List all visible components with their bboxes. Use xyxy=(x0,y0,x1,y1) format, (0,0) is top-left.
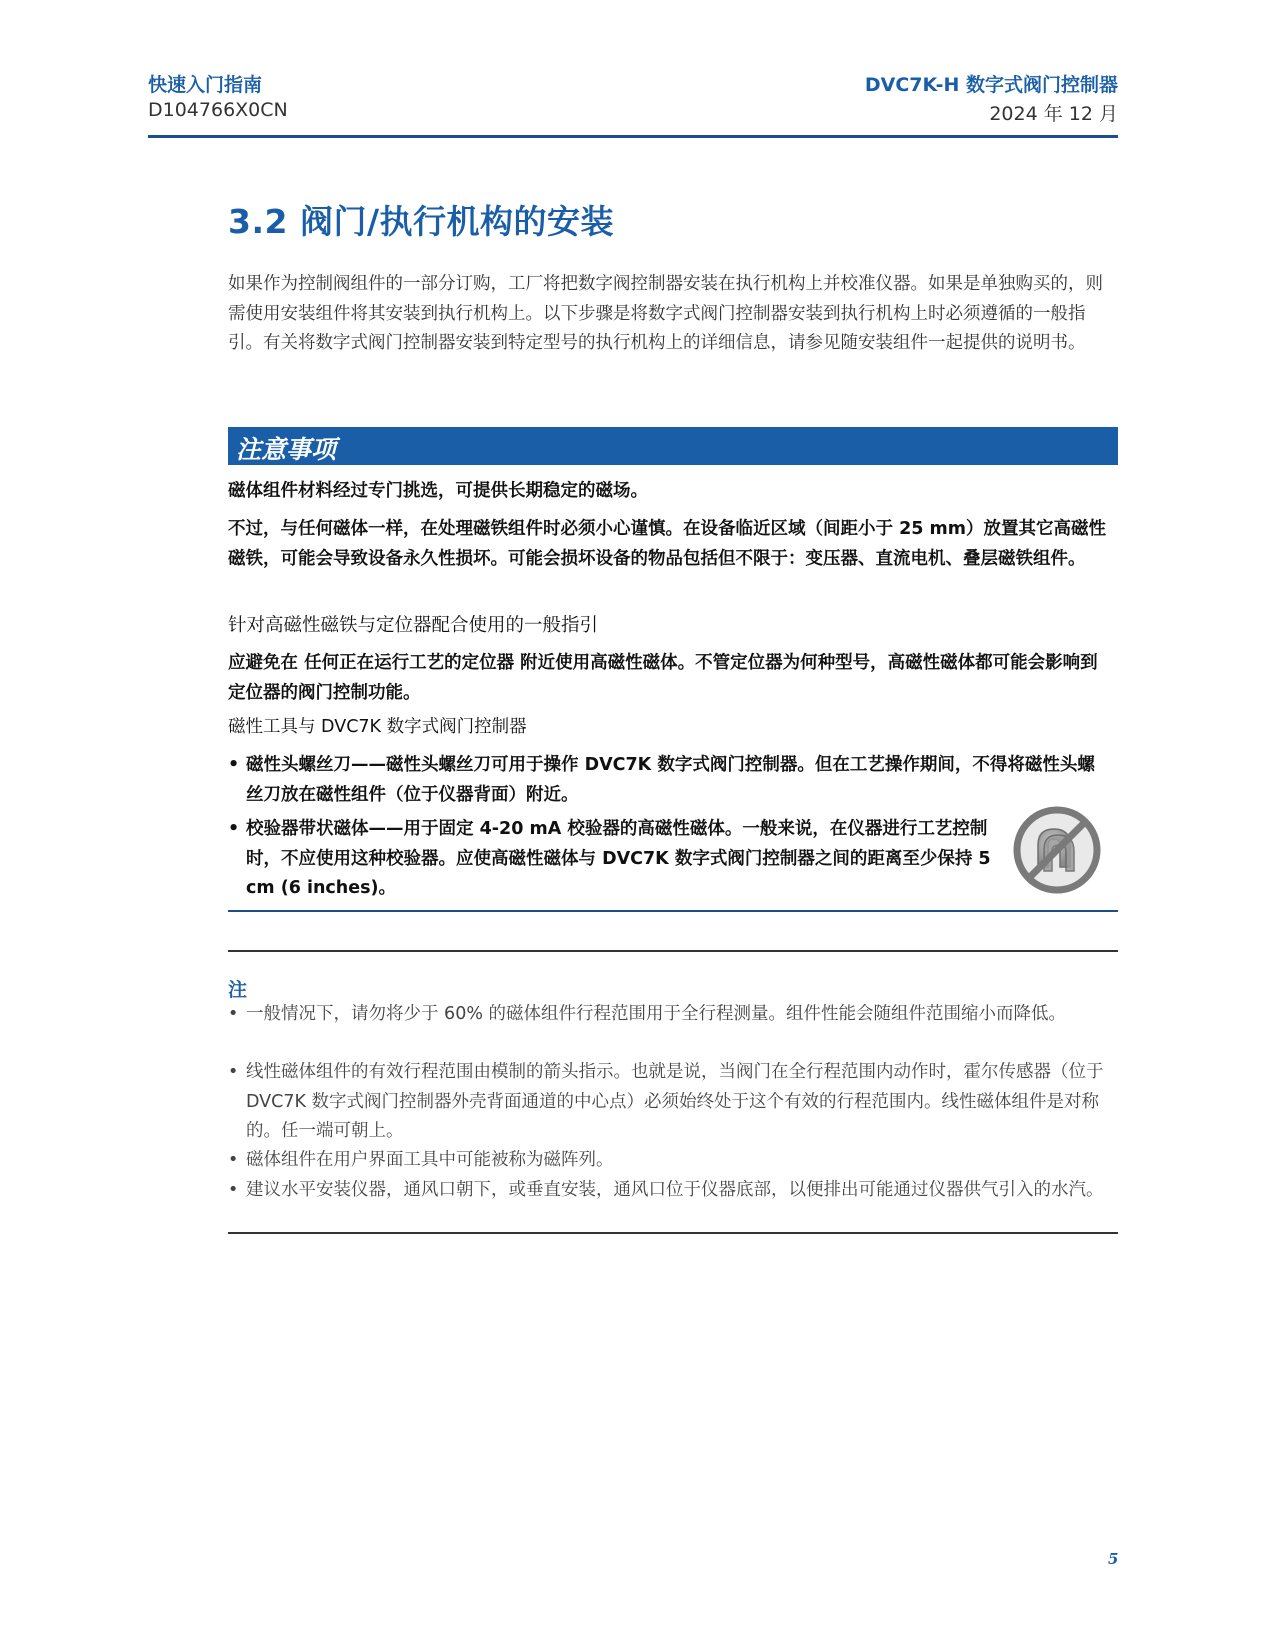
bullet-dot-icon: • xyxy=(228,1004,239,1024)
header-rule xyxy=(148,135,1118,138)
caution-paragraph-2: 不过，与任何磁体一样，在处理磁铁组件时必须小心谨慎。在设备临近区域（间距小于 25 mm）放置其它高磁性磁铁，可能会导致设备永久性损坏。可能会损坏设备的物品包括但不限于：变压器、直流电机、叠层磁铁组件。 xyxy=(228,519,1107,569)
note-item-text: 一般情况下，请勿将少于 60% 的磁体组件行程范围用于全行程测量。组件性能会随组件范围缩小而降低。 xyxy=(246,1004,1067,1024)
caution-bottom-rule xyxy=(228,910,1118,912)
caution-bullet-item xyxy=(0,751,1118,811)
section-title: 3.2 阀门/执行机构的安装 xyxy=(228,202,615,241)
note-list-item xyxy=(0,1000,1118,1060)
caution-paragraph-3: 应避免在 任何正在运行工艺的定位器 附近使用高磁性磁体。不管定位器为何种型号，高磁性磁体都可能会影响到定位器的阀门控制功能。 xyxy=(228,653,1098,703)
doc-number: D104766X0CN xyxy=(148,99,288,121)
caution-subheading-tools: 磁性工具与 DVC7K 数字式阀门控制器 xyxy=(228,717,527,737)
bullet-dot-icon: • xyxy=(228,1180,239,1200)
caution-title: 注意事项 xyxy=(236,435,337,464)
bullet-dot-icon: • xyxy=(228,1150,239,1170)
bullet-dot-icon: • xyxy=(228,755,240,775)
note-item-text: 线性磁体组件的有效行程范围由模制的箭头指示。也就是说，当阀门在全行程范围内动作时，霍尔传感器（位于 DVC7K 数字式阀门控制器外壳背面通道的中心点）必须始终处于这个有效的行程范围内。线性磁体组件是对称的。任一端可朝上。 xyxy=(246,1062,1104,1141)
note-title: 注 xyxy=(228,979,248,1001)
doc-date: 2024 年 12 月 xyxy=(989,103,1118,125)
note-item-text: 建议水平安装仪器，通风口朝下，或垂直安装，通风口位于仪器底部，以便排出可能通过仪器供气引入的水汽。 xyxy=(246,1180,1104,1200)
product-title: DVC7K-H 数字式阀门控制器 xyxy=(864,74,1118,96)
caution-bullet-item xyxy=(0,815,1118,905)
note-bottom-rule xyxy=(228,1232,1118,1234)
note-list-item xyxy=(0,1146,1118,1176)
caution-bullet-text: 校验器带状磁体——用于固定 4-20 mA 校验器的高磁性磁体。一般来说，在仪器进行工艺控制时，不应使用这种校验器。应使高磁性磁体与 DVC7K 数字式阀门控制器之间的距离至少保持 5 cm (6 inches)。 xyxy=(246,819,991,898)
caution-bullet-text: 磁性头螺丝刀——磁性头螺丝刀可用于操作 DVC7K 数字式阀门控制器。但在工艺操作期间，不得将磁性头螺丝刀放在磁性组件（位于仪器背面）附近。 xyxy=(246,755,1095,805)
note-list-item xyxy=(0,1058,1118,1148)
doc-type-title: 快速入门指南 xyxy=(148,74,263,96)
bullet-dot-icon: • xyxy=(228,819,240,839)
note-list-item xyxy=(0,1176,1118,1236)
intro-paragraph: 如果作为控制阀组件的一部分订购，工厂将把数字阀控制器安装在执行机构上并校准仪器。如果是单独购买的，则需使用安装组件将其安装到执行机构上。以下步骤是将数字式阀门控制器安装到执行机构上时必须遵循的一般指引。有关将数字式阀门控制器安装到特定型号的执行机构上的详细信息，请参见随安装组件一起提供的说明书。 xyxy=(228,274,1103,353)
note-top-rule xyxy=(228,950,1118,952)
caution-paragraph-1: 磁体组件材料经过专门挑选，可提供长期稳定的磁场。 xyxy=(228,481,648,501)
caution-subheading-guidelines: 针对高磁性磁铁与定位器配合使用的一般指引 xyxy=(228,615,599,636)
bullet-dot-icon: • xyxy=(228,1062,239,1082)
no-magnet-icon xyxy=(1012,805,1102,895)
note-item-text: 磁体组件在用户界面工具中可能被称为磁阵列。 xyxy=(246,1150,614,1170)
caution-banner xyxy=(228,427,1118,465)
page-number: 5 xyxy=(1108,1550,1119,1568)
